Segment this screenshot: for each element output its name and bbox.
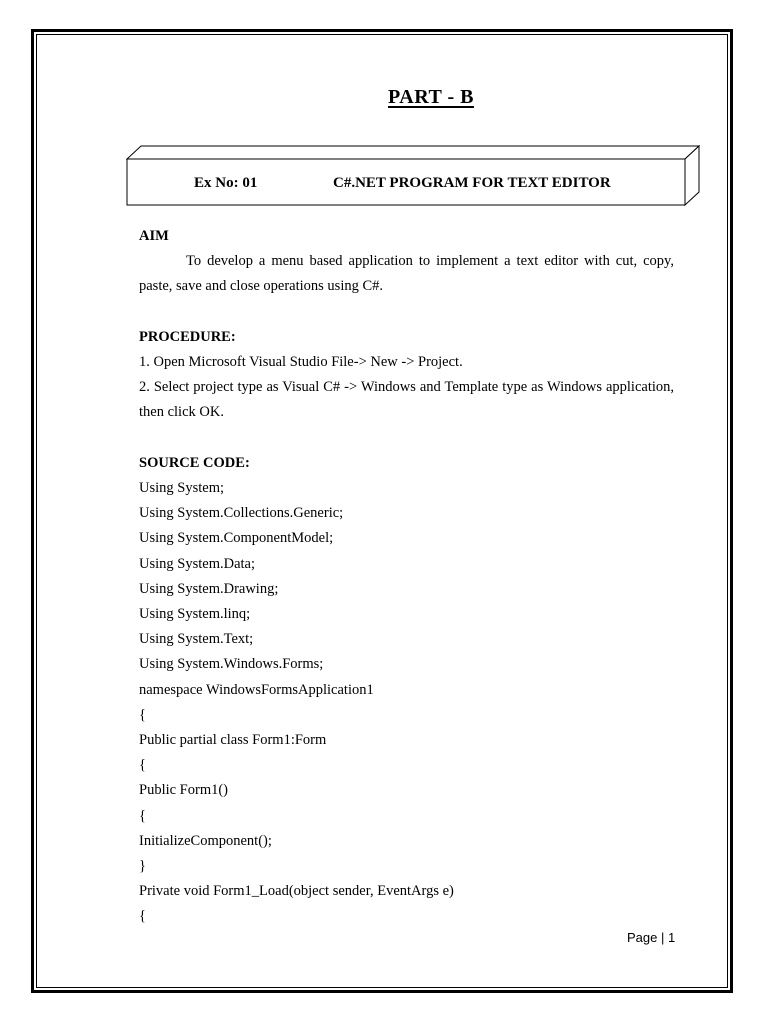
code-line: Using System.Drawing; <box>139 580 279 597</box>
part-title: PART - B <box>388 86 474 108</box>
procedure-step: 2. Select project type as Visual C# -> Windows and Template type as Windows application, then click OK. <box>139 379 674 421</box>
page-number: Page | 1 <box>627 930 676 945</box>
code-line: } <box>139 858 146 875</box>
procedure-heading: PROCEDURE: <box>139 328 236 345</box>
code-line: Public Form1() <box>139 782 229 799</box>
code-line: Public partial class Form1:Form <box>139 732 327 749</box>
aim-text: To develop a menu based application to implement a text editor with cut, copy, paste, save and close operations using C#. <box>139 253 674 295</box>
code-line: { <box>139 807 146 824</box>
code-line: Using System.Text; <box>139 631 254 648</box>
procedure-step: 1. Open Microsoft Visual Studio File-> New -> Project. <box>139 354 463 370</box>
code-line: Using System; <box>139 480 224 496</box>
code-line: { <box>139 706 146 723</box>
code-line: { <box>139 908 146 925</box>
exercise-title: C#.NET PROGRAM FOR TEXT EDITOR <box>333 175 611 191</box>
document-body <box>139 224 674 930</box>
code-line: Using System.Data; <box>139 555 255 572</box>
code-line: Using System.Windows.Forms; <box>139 656 324 673</box>
exercise-number: Ex No: 01 <box>194 175 258 191</box>
code-line: Using System.ComponentModel; <box>139 530 334 547</box>
code-line: namespace WindowsFormsApplication1 <box>139 681 374 698</box>
code-line: Using System.Collections.Generic; <box>139 505 344 522</box>
code-line: InitializeComponent(); <box>139 832 272 849</box>
code-line: Private void Form1_Load(object sender, EventArgs e) <box>139 883 454 900</box>
code-line: Using System.linq; <box>139 606 251 623</box>
aim-heading: AIM <box>139 228 169 244</box>
source-code-heading: SOURCE CODE: <box>139 454 250 471</box>
code-line: { <box>139 757 146 774</box>
